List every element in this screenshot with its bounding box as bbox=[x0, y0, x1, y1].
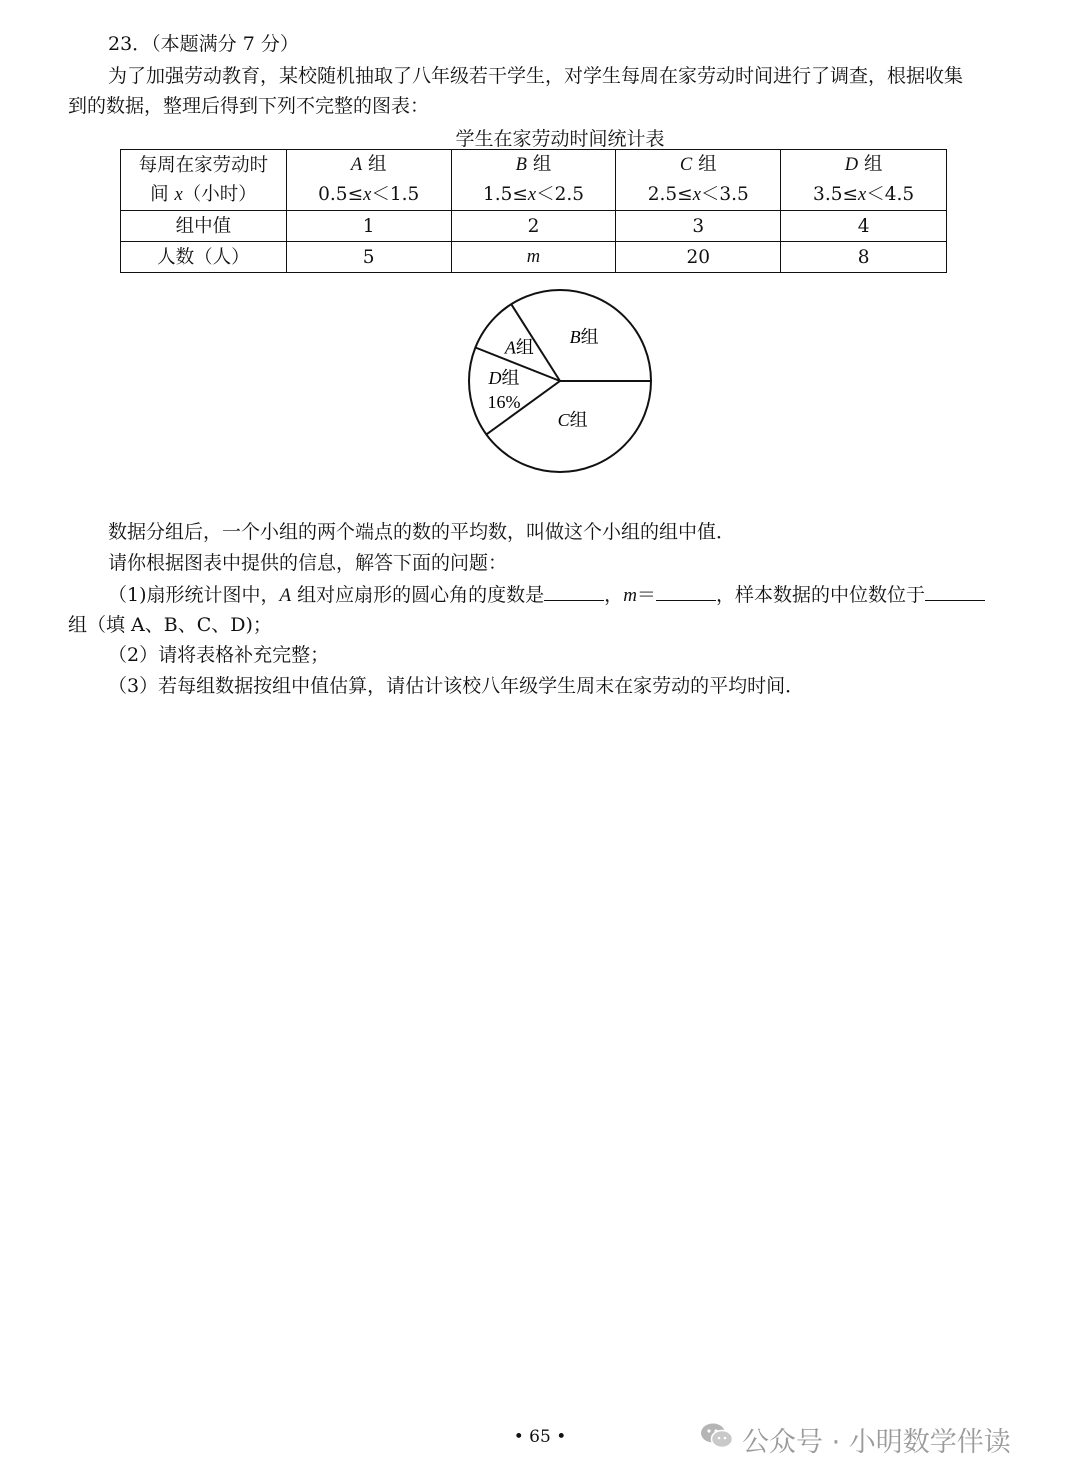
intro-line-1: 为了加强劳动教育，某校随机抽取了八年级若干学生，对学生每周在家劳动时间进行了调查，根据收集 bbox=[108, 65, 964, 87]
header-label-line2: 间 x（小时） bbox=[150, 183, 257, 205]
table-header-label bbox=[121, 150, 287, 211]
table-cell: m bbox=[451, 242, 616, 273]
pie-label-d-percent: 16% bbox=[487, 392, 521, 413]
pie-label-a: A组 bbox=[504, 337, 534, 358]
table-cell: 1 bbox=[286, 211, 451, 242]
table-cell: 8 bbox=[781, 242, 947, 273]
table-row-header bbox=[121, 150, 947, 211]
table-cell: 20 bbox=[616, 242, 781, 273]
table-cell: 4 bbox=[781, 211, 947, 242]
table-header-group-d: D 组 3.5≤x＜4.5 bbox=[781, 150, 947, 211]
answer-blank-angle[interactable] bbox=[544, 582, 604, 601]
header-label-line1: 每周在家劳动时 bbox=[138, 154, 269, 176]
intro-line-2: 到的数据，整理后得到下列不完整的图表： bbox=[68, 95, 430, 117]
table-cell: 2 bbox=[451, 211, 616, 242]
answer-blank-median[interactable] bbox=[925, 582, 985, 601]
page-number: • 65 • bbox=[513, 1427, 567, 1447]
watermark-text: 公众号 · 小明数学伴读 bbox=[742, 1427, 1011, 1458]
question-1-line-2: 组（填 A、B、C、D)； bbox=[68, 614, 272, 636]
table-row-mid bbox=[121, 211, 947, 242]
instruction-line: 请你根据图表中提供的信息，解答下面的问题： bbox=[108, 552, 508, 574]
question-3: （3）若每组数据按组中值估算，请估计该校八年级学生周末在家劳动的平均时间． bbox=[108, 675, 805, 697]
table-row-label: 人数（人） bbox=[121, 242, 287, 273]
table-header-group-b: B 组 1.5≤x＜2.5 bbox=[451, 150, 616, 211]
table-cell: 5 bbox=[286, 242, 451, 273]
pie-label-d: D组 bbox=[488, 368, 520, 389]
table-cell: 3 bbox=[616, 211, 781, 242]
pie-chart bbox=[468, 286, 658, 478]
pie-label-c: C组 bbox=[557, 409, 588, 430]
pie-label-b: B组 bbox=[569, 327, 599, 348]
definition-line: 数据分组后，一个小组的两个端点的数的平均数，叫做这个小组的组中值． bbox=[108, 521, 736, 543]
table-header-group-c: C 组 2.5≤x＜3.5 bbox=[616, 150, 781, 211]
wechat-icon bbox=[700, 1422, 734, 1457]
table-row-count bbox=[121, 242, 947, 273]
table-row-label: 组中值 bbox=[121, 211, 287, 242]
table-title: 学生在家劳动时间统计表 bbox=[455, 128, 665, 150]
question-2: （2）请将表格补充完整； bbox=[108, 644, 330, 666]
watermark bbox=[700, 1420, 1011, 1459]
question-1-line-1: （1)扇形统计图中，A 组对应扇形的圆心角的度数是 ，m＝ ，样本数据的中位数位于 bbox=[108, 582, 985, 608]
question-header: 23．（本题满分 7 分） bbox=[108, 33, 299, 55]
table-header-group-a: A 组 0.5≤x＜1.5 bbox=[286, 150, 451, 211]
stats-table bbox=[120, 149, 947, 273]
answer-blank-m[interactable] bbox=[656, 582, 716, 601]
